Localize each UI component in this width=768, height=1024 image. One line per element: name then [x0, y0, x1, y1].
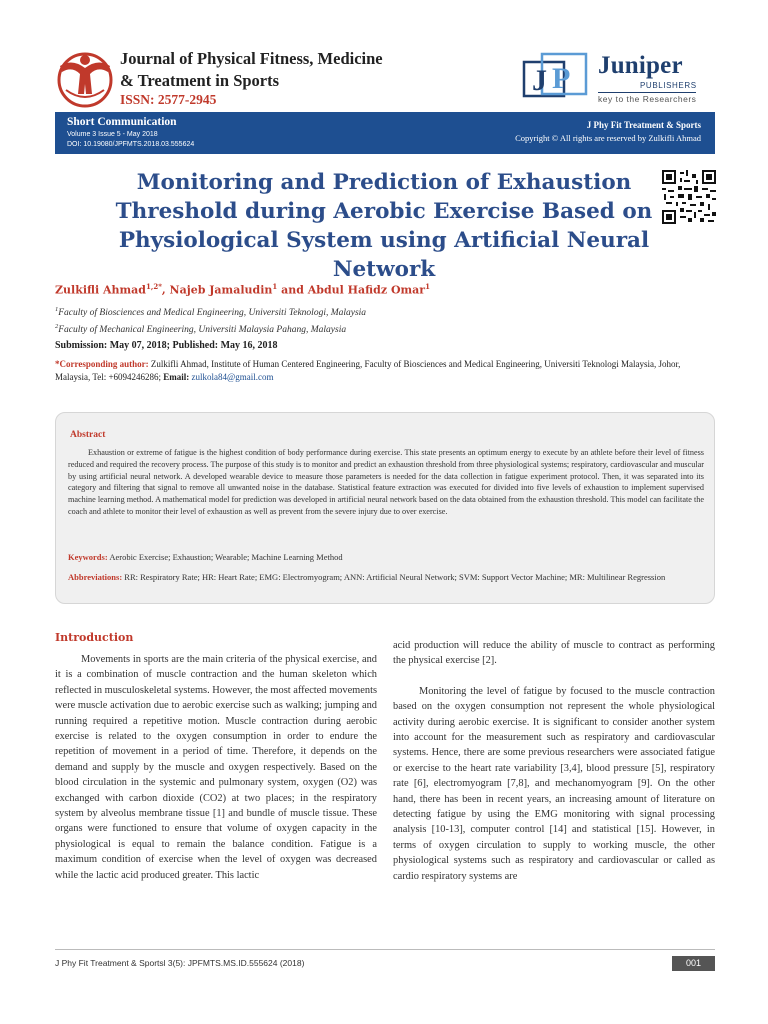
article-type: Short Communication [67, 116, 177, 128]
publisher-tagline: key to the Researchers [598, 94, 697, 104]
svg-text:J: J [532, 64, 547, 97]
title-line2: Threshold during Aerobic Exercise Based on [115, 199, 653, 224]
journal-short-name: J Phy Fit Treatment & Sports [586, 120, 701, 130]
author-affil-sup: 1 [272, 282, 278, 291]
corresponding-author [55, 358, 715, 384]
page-number: 001 [672, 956, 715, 971]
doi[interactable]: DOI: 10.19080/JPFMTS.2018.03.555624 [67, 141, 195, 148]
author-separator: and [277, 283, 308, 297]
email-link[interactable]: zulkola84@gmail.com [191, 372, 274, 382]
corresponding-mark: * [158, 282, 162, 291]
jp-logo-icon [522, 52, 594, 102]
affiliation-text: Faculty of Biosciences and Medical Engineering, Universiti Teknologi, Malaysia [58, 308, 367, 319]
footer-divider [55, 949, 715, 950]
affiliation-sup: 2 [55, 323, 59, 330]
abbreviations-label: Abbreviations: [68, 572, 123, 582]
abstract-heading: Abstract [70, 430, 106, 440]
publisher-name: Juniper [598, 52, 683, 79]
abbreviations-text: RR: Respiratory Rate; HR: Heart Rate; EMG: Electromyogram; ANN: Artificial Neural Network; SVM: Support Vector Machine; MR: Multilinear Regression [122, 572, 666, 582]
right-column [393, 638, 715, 884]
copyright: Copyright © All rights are reserved by Zulkifli Ahmad [515, 133, 701, 143]
corresponding-label: *Corresponding author: [55, 359, 149, 369]
title-line3: Physiological System using Artificial Neural Network [118, 228, 650, 282]
affiliation-sup: 1 [55, 306, 59, 313]
author-affil-sup: 1 [425, 282, 430, 291]
footer-citation: J Phy Fit Treatment & Sportsl 3(5): JPFMTS.MS.ID.555624 (2018) [55, 958, 305, 968]
abbreviations [68, 571, 704, 583]
abstract-box [55, 412, 715, 604]
email-label: Email: [163, 372, 190, 382]
affiliation [55, 306, 366, 318]
paragraph: Movements in sports are the main criteria of the physical exercise, and it is a combination of muscle contraction and the human skeleton which reflected in musculoskeletal systems. However, the most affected movements were muscle activation due to aerobic exercise such as walking; jumping and running required a repetitive motion. Muscle contraction during aerobic exercise is related to the oxygen consumption in order to endure the repetition of movement in a period of time. Therefore, it depends on the demand and supply by the muscle and oxygen respectively. Based on the blood circulation in the systemic and pulmonary system, oxygen (O2) was exchanged with carbon dioxide (CO2) at two places; in the respiratory system by alveolus membrane tissue [1] and bundle of muscle tissue. These organs were functioned to ensure that volume of oxygen capacity in the physiological is equal to remain the balance condition. Fatigue is a maximum condition of exercise when the level of oxygen was decreased while the lactic acid produced greater. This lactic [55, 654, 377, 881]
journal-title [120, 48, 420, 92]
title-line1: Monitoring and Prediction of Exhaustion [136, 170, 632, 195]
left-column [55, 652, 377, 883]
keywords-label: Keywords: [68, 552, 108, 562]
author-name: Najeb Jamaludin [169, 283, 273, 297]
volume-info: Volume 3 Issue 5 - May 2018 [67, 131, 158, 138]
author-name: Zulkifli Ahmad [55, 283, 147, 297]
author-name: Abdul Hafidz Omar [307, 283, 426, 297]
section-heading: Introduction [55, 631, 134, 644]
journal-title-line2: & Treatment in Sports [120, 71, 280, 90]
submission-dates: Submission: May 07, 2018; Published: May 16, 2018 [55, 340, 278, 351]
paragraph: acid production will reduce the ability of muscle to contract as performing the physical exercise [2]. [393, 640, 715, 667]
issn: ISSN: 2577-2945 [120, 92, 217, 107]
corresponding-text: Zulkifli Ahmad, Institute of Human Centered Engineering, Faculty of Biosciences and Medical Engineering, Universiti Teknologi Malaysia, Johor, Malaysia, Tel: +6094246286; [55, 359, 681, 382]
paragraph: Monitoring the level of fatigue by focused to the muscle contraction based on the oxygen consumption not represent the whole physiological activity during aerobic exercise. It is significant to consider another system into account for the measurement such as respiratory and cardiovascular systems. Hence, there are some previous researchers were associated fatigue or exercise to the heart rate variability [3,4], blood pressure [5], respiratory rate [6], electromyogram [7,8], and mechanomyogram [9]. On the other hand, there has been in recent years, an increasing amount of literature on detecting fatigue by using the EMG monitoring with signal processing analysis [10-13], computer control [14] and statistical [15]. However, in terms of oxygen circulation to supply to working muscle, the other physiological systems such as respiratory and cardiovascular or called as cardio respiratory systems are [393, 685, 715, 882]
author-list [55, 282, 430, 297]
keywords-text: Aerobic Exercise; Exhaustion; Wearable; Machine Learning Method [107, 552, 343, 562]
abstract-text: Exhaustion or extreme of fatigue is the highest condition of body performance during exercise. This state presents an optimum energy to execute by an athlete before their level of fitness reduced and required the recovery process. The purpose of this study is to monitor and predict an exhaustion threshold from three physiological systems; respiratory, cardiovascular and muscular by using artificial neural network. A developed wearable device to measure those parameters is needed for the data collection in fatigue experiment protocol. Then, it was separated into its category and filtering that signal to remove all unwanted noise in the database. Statistical feature extraction was executed for divided into five levels of exhaustion to implement supervised machine learning method. A mathematical model for prediction was developed in artificial neural network based on the data obtained from the exhaustion threshold. This model can facilitate the coach and athlete to monitor their level of exhaustion as well as prevent from the severe injury due to over exercise. [68, 448, 704, 516]
journal-title-line1: Journal of Physical Fitness, Medicine [120, 49, 383, 68]
article-info-bar [55, 112, 715, 154]
publisher-sub: PUBLISHERS [640, 81, 697, 90]
author-separator: , [161, 283, 170, 297]
svg-text:P: P [552, 62, 571, 95]
affiliation-text: Faculty of Mechanical Engineering, Universiti Malaysia Pahang, Malaysia [58, 325, 347, 336]
author-affil-sup: 1,2 [146, 282, 159, 291]
keywords [68, 552, 704, 562]
affiliation [55, 323, 346, 335]
athlete-logo-icon [52, 44, 118, 110]
article-title [110, 168, 658, 284]
qr-code-icon[interactable] [662, 170, 716, 224]
